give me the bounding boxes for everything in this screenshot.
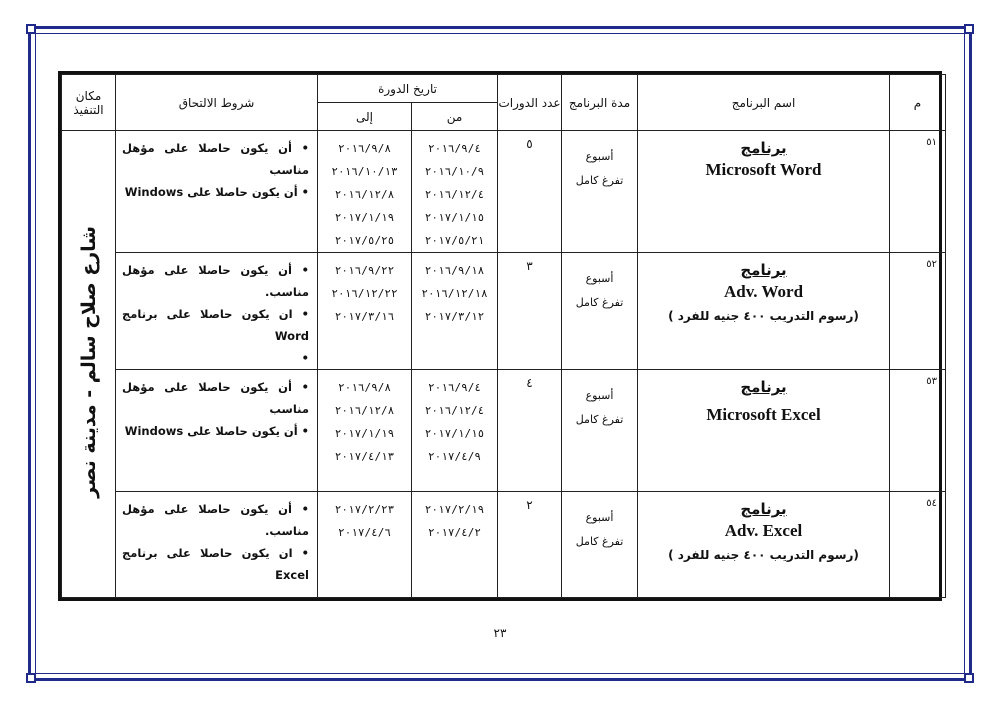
table-row — [62, 492, 946, 598]
duration-cell — [562, 492, 638, 598]
duration-line: أسبوع — [585, 150, 614, 163]
condition-item: • أن يكون حاصلا على Windows — [124, 424, 309, 438]
header-conditions: شروط الالتحاق — [116, 75, 318, 131]
page-number: ٢٣ — [493, 626, 507, 640]
table-row — [62, 253, 946, 370]
date-value: ٢٠١٦/١٠/٩ — [424, 165, 485, 178]
program-name: Microsoft Word — [705, 160, 822, 179]
place-cell — [62, 131, 116, 598]
date-value: ٢٠١٧/٥/٢١ — [424, 234, 485, 247]
conditions-cell — [116, 370, 318, 492]
header-dates: تاريخ الدورة — [318, 75, 498, 103]
duration-line: أسبوع — [585, 389, 614, 402]
date-value: ٢٠١٧/٣/١٦ — [334, 310, 395, 323]
date-value: ٢٠١٦/١٢/٤ — [424, 188, 485, 201]
count-cell: ٣ — [498, 253, 562, 370]
date-value: ٢٠١٧/٥/٢٥ — [334, 234, 395, 247]
date-value: ٢٠١٦/١٢/١٨ — [421, 287, 488, 300]
condition-item: • — [301, 351, 309, 365]
duration-line: تفرغ كامل — [575, 296, 624, 309]
header-from: من — [412, 103, 498, 131]
date-value: ٢٠١٧/١/١٩ — [334, 427, 395, 440]
condition-item: • أن يكون حاصلا على مؤهل مناسب — [122, 380, 309, 416]
program-fee: (رسوم التدريب ٤٠٠ جنيه للفرد ) — [668, 548, 859, 562]
border-corner — [26, 673, 36, 683]
date-value: ٢٠١٦/٩/٢٢ — [334, 264, 395, 277]
date-value: ٢٠١٦/١٢/٨ — [334, 404, 395, 417]
date-value: ٢٠١٦/٩/١٨ — [424, 264, 485, 277]
program-name: Adv. Word — [723, 282, 804, 301]
conditions-cell — [116, 131, 318, 253]
program-name: Microsoft Excel — [706, 405, 821, 424]
count-cell: ٢ — [498, 492, 562, 598]
date-value: ٢٠١٧/١/١٩ — [334, 211, 395, 224]
date-value: ٢٠١٦/١٢/٤ — [424, 404, 485, 417]
date-value: ٢٠١٦/١٢/٢٢ — [331, 287, 398, 300]
place-text: شارع صلاح سالم - مدينة نصر — [77, 226, 100, 498]
program-fee: (رسوم التدريب ٤٠٠ جنيه للفرد ) — [668, 309, 859, 323]
condition-item: • ان يكون حاصلا على برنامج Excel — [122, 546, 309, 582]
row-number: ٥٣ — [890, 370, 946, 492]
border-corner — [964, 24, 974, 34]
from-dates-cell — [412, 492, 498, 598]
header-program-name: اسم البرنامج — [638, 75, 890, 131]
program-title: برنامج — [740, 378, 787, 396]
schedule-table — [58, 71, 942, 601]
border-corner — [26, 24, 36, 34]
table-row — [62, 370, 946, 492]
header-duration: مدة البرنامج — [562, 75, 638, 131]
condition-item: • أن يكون حاصلا على Windows — [124, 185, 309, 199]
duration-cell — [562, 370, 638, 492]
duration-cell — [562, 131, 638, 253]
condition-item: • أن يكون حاصلا على مؤهل مناسب — [122, 141, 309, 177]
date-value: ٢٠١٧/١/١٥ — [424, 427, 485, 440]
duration-line: أسبوع — [585, 272, 614, 285]
date-value: ٢٠١٦/٩/٨ — [338, 381, 391, 394]
program-name-cell — [638, 131, 890, 253]
row-number: ٥٢ — [890, 253, 946, 370]
row-number: ٥٤ — [890, 492, 946, 598]
program-title: برنامج — [740, 500, 787, 518]
program-title: برنامج — [740, 139, 787, 157]
count-cell: ٥ — [498, 131, 562, 253]
date-value: ٢٠١٧/٣/١٢ — [424, 310, 485, 323]
date-value: ٢٠١٧/٢/١٩ — [424, 503, 485, 516]
to-dates-cell — [318, 370, 412, 492]
date-value: ٢٠١٦/١٠/١٣ — [331, 165, 398, 178]
program-name-cell — [638, 492, 890, 598]
date-value: ٢٠١٧/٤/١٣ — [334, 450, 395, 463]
header-number: م — [890, 75, 946, 131]
program-name: Adv. Excel — [724, 521, 803, 540]
header-place: مكان التنفيذ — [62, 75, 116, 131]
date-value: ٢٠١٧/٤/٢ — [428, 526, 481, 539]
row-number: ٥١ — [890, 131, 946, 253]
date-value: ٢٠١٧/١/١٥ — [424, 211, 485, 224]
date-value: ٢٠١٧/٤/٦ — [338, 526, 391, 539]
condition-item: • ان يكون حاصلا على برنامج Word — [122, 307, 309, 343]
from-dates-cell — [412, 370, 498, 492]
program-title: برنامج — [740, 261, 787, 279]
program-name-cell — [638, 253, 890, 370]
date-value: ٢٠١٦/٩/٨ — [338, 142, 391, 155]
conditions-cell — [116, 492, 318, 598]
count-cell: ٤ — [498, 370, 562, 492]
date-value: ٢٠١٦/١٢/٨ — [334, 188, 395, 201]
to-dates-cell — [318, 253, 412, 370]
duration-line: تفرغ كامل — [575, 535, 624, 548]
duration-line: تفرغ كامل — [575, 174, 624, 187]
to-dates-cell — [318, 492, 412, 598]
date-value: ٢٠١٧/٢/٢٣ — [334, 503, 395, 516]
header-count: عدد الدورات — [498, 75, 562, 131]
date-value: ٢٠١٦/٩/٤ — [428, 381, 481, 394]
program-name-cell — [638, 370, 890, 492]
table-row — [62, 131, 946, 253]
duration-line: تفرغ كامل — [575, 413, 624, 426]
condition-item: • أن يكون حاصلا على مؤهل مناسب. — [122, 502, 309, 538]
duration-cell — [562, 253, 638, 370]
from-dates-cell — [412, 253, 498, 370]
to-dates-cell — [318, 131, 412, 253]
date-value: ٢٠١٦/٩/٤ — [428, 142, 481, 155]
conditions-cell — [116, 253, 318, 370]
header-to: إلى — [318, 103, 412, 131]
date-value: ٢٠١٧/٤/٩ — [428, 450, 481, 463]
duration-line: أسبوع — [585, 511, 614, 524]
condition-item: • أن يكون حاصلا على مؤهل مناسب. — [122, 263, 309, 299]
from-dates-cell — [412, 131, 498, 253]
border-corner — [964, 673, 974, 683]
